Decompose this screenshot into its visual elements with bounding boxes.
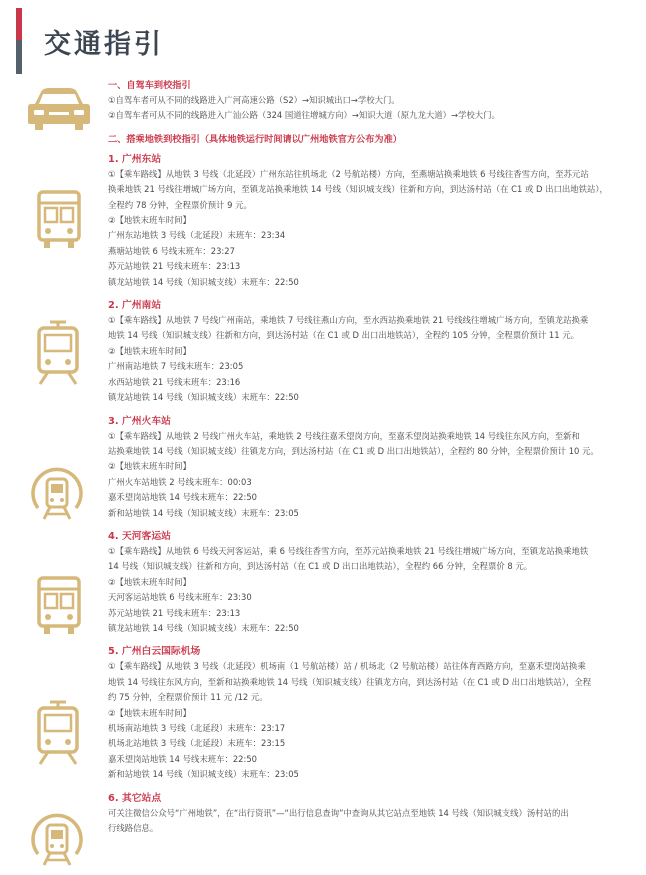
last-train-time: 水西站地铁 21 号线末班车：23:16 bbox=[108, 376, 241, 387]
station-block bbox=[108, 415, 633, 521]
route-line: ①【乘车路线】从地铁 3 号线（北延段）机场南（1 号航站楼）站 / 机场北（2 号航站楼）站往体育西路方向，至嘉禾望岗站换乘 bbox=[108, 661, 586, 672]
self-drive-line: ①自驾车者可从不同的线路进入广河高速公路（S2）→知识城出口→学校大门。 bbox=[108, 95, 400, 105]
station-block bbox=[108, 153, 633, 290]
last-train-time: 新和站地铁 14 号线（知识城支线）末班车：23:05 bbox=[108, 769, 299, 780]
station-title: 6. 其它站点 bbox=[108, 792, 162, 804]
last-train-time: 天河客运站地铁 6 号线末班车：23:30 bbox=[108, 592, 252, 603]
last-train-time: 镇龙站地铁 14 号线（知识城支线）末班车：22:50 bbox=[108, 622, 299, 633]
car-icon bbox=[27, 86, 91, 132]
route-line: 14 号线（知识城支线）往新和方向，到达汤村站（在 C1 或 D 出口出地铁站），全程约 66 分钟，全程票价 8 元。 bbox=[108, 561, 533, 572]
route-line: ①【乘车路线】从地铁 3 号线（北延段）广州东站往机场北（2 号航站楼）方向，至燕塘站换乘地铁 6 号线往香雪方向，至苏元站 bbox=[108, 168, 589, 179]
station-title: 3. 广州火车站 bbox=[108, 415, 171, 427]
train-icon bbox=[30, 812, 84, 868]
route-line: 站换乘地铁 14 号线（知识城支线）往镇龙方向，到达汤村站（在 C1 或 D 出口出地铁站），全程约 80 分钟，全程票价预计 10 元。 bbox=[108, 445, 599, 456]
last-train-time: 新和站地铁 14 号线（知识城支线）末班车：23:05 bbox=[108, 507, 299, 518]
route-line: ①【乘车路线】从地铁 2 号线广州火车站，乘地铁 2 号线往嘉禾望岗方向，至嘉禾望岗站换乘地铁 14 号线往东风方向，至新和 bbox=[108, 430, 580, 441]
station-block bbox=[108, 530, 633, 636]
route-line: 换乘地铁 21 号线往增城广场方向，至镇龙站换乘地铁 14 号线（知识城支线）往新和方向，到达汤村站（在 C1 或 D 出口出地铁站）， bbox=[108, 184, 608, 195]
bus-icon bbox=[36, 190, 82, 250]
station-title: 4. 天河客运站 bbox=[108, 530, 171, 542]
last-train-time: 广州南站地铁 7 号线末班车：23:05 bbox=[108, 361, 244, 372]
route-line: ①【乘车路线】从地铁 7 号线广州南站，乘地铁 7 号线往燕山方向，至水西站换乘地铁 21 号线线往增城广场方向，至镇龙站换乘 bbox=[108, 315, 589, 326]
self-drive-heading: 一、自驾车到校指引 bbox=[108, 80, 191, 91]
last-train-time: 苏元站地铁 21 号线末班车：23:13 bbox=[108, 607, 241, 618]
station-list bbox=[108, 153, 633, 837]
station-title: 5. 广州白云国际机场 bbox=[108, 646, 201, 658]
last-train-label: ②【地铁末班车时间】 bbox=[108, 461, 191, 472]
last-train-label: ②【地铁末班车时间】 bbox=[108, 707, 191, 718]
self-drive-line: ②自驾车者可从不同的线路进入广汕公路（324 国道往增城方向）→知识大道（原九龙大道）→学校大门。 bbox=[108, 110, 500, 121]
tram-icon bbox=[34, 700, 82, 766]
route-line: 地铁 14 号线（知识城支线）往新和方向，到达汤村站（在 C1 或 D 出口出地铁站），全程约 105 分钟，全程票价预计 11 元。 bbox=[108, 330, 579, 341]
train-icon bbox=[30, 466, 84, 522]
route-line: 全程约 78 分钟，全程票价预计 9 元。 bbox=[108, 199, 252, 210]
main-content bbox=[108, 78, 633, 836]
last-train-time: 机场北站地铁 3 号线（北延段）末班车：23:15 bbox=[108, 738, 286, 749]
route-line: 地铁 14 号线往东风方向，至新和站换乘地铁 14 号线（知识城支线）往镇龙方向，到达汤村站（在 C1 或 D 出口出地铁站），全程 bbox=[108, 676, 592, 687]
title-accent-gray bbox=[16, 40, 22, 74]
route-line: 约 75 分钟，全程票价预计 11 元 /12 元。 bbox=[108, 692, 268, 703]
last-train-label: ②【地铁末班车时间】 bbox=[108, 345, 191, 356]
last-train-time: 嘉禾望岗站地铁 14 号线末班车：22:50 bbox=[108, 492, 257, 503]
route-line: 可关注微信公众号“广州地铁”，在“出行资讯”—“出行信息查询”中查询从其它站点至地铁 14 号线（知识城支线）汤村站的出 bbox=[108, 807, 569, 818]
station-block bbox=[108, 299, 633, 405]
tram-icon bbox=[34, 320, 82, 386]
station-block bbox=[108, 792, 633, 837]
bus-icon bbox=[36, 576, 82, 636]
station-title: 1. 广州东站 bbox=[108, 153, 162, 165]
page-title: 交通指引 bbox=[44, 29, 164, 60]
last-train-time: 镇龙站地铁 14 号线（知识城支线）末班车：22:50 bbox=[108, 392, 299, 403]
last-train-time: 镇龙站地铁 14 号线（知识城支线）末班车：22:50 bbox=[108, 276, 299, 287]
last-train-time: 燕塘站地铁 6 号线末班车：23:27 bbox=[108, 245, 235, 256]
last-train-time: 广州东站地铁 3 号线（北延段）末班车：23:34 bbox=[108, 230, 286, 241]
last-train-time: 苏元站地铁 21 号线末班车：23:13 bbox=[108, 261, 241, 272]
station-block bbox=[108, 645, 633, 782]
last-train-label: ②【地铁末班车时间】 bbox=[108, 576, 191, 587]
last-train-label: ②【地铁末班车时间】 bbox=[108, 215, 191, 226]
metro-heading: 二、搭乘地铁到校指引（具体地铁运行时间请以广州地铁官方公布为准） bbox=[108, 133, 402, 145]
last-train-time: 机场南站地铁 3 号线（北延段）末班车：23:17 bbox=[108, 723, 286, 733]
station-title: 2. 广州南站 bbox=[108, 300, 162, 312]
last-train-time: 广州火车站地铁 2 号线末班车：00:03 bbox=[108, 476, 252, 487]
route-line: ①【乘车路线】从地铁 6 号线天河客运站，乘 6 号线往香雪方向，至苏元站换乘地铁 21 号线往增城广场方向，至镇龙站换乘地铁 bbox=[108, 545, 589, 556]
last-train-time: 嘉禾望岗站地铁 14 号线末班车：22:50 bbox=[108, 753, 257, 764]
route-line: 行线路信息。 bbox=[108, 823, 159, 834]
